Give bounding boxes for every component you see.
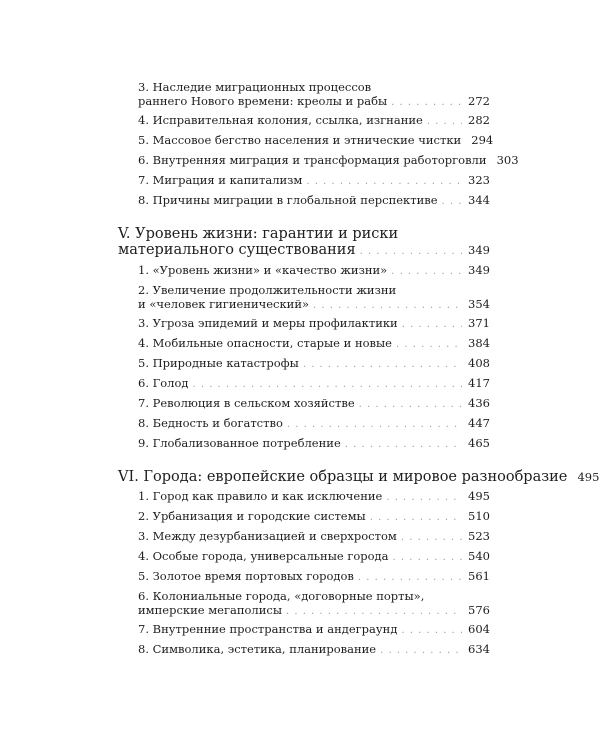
dot-leader <box>192 378 462 392</box>
toc-chapter-entry[interactable] <box>118 80 490 110</box>
toc-entry-title: материального существования <box>118 242 356 258</box>
toc-page-number: 523 <box>468 529 490 543</box>
toc-part-entry[interactable] <box>118 226 490 260</box>
toc-entry-title-line: 6. Колониальные города, «договорные порты», <box>138 589 425 603</box>
toc-entry-title: 1. «Уровень жизни» и «качество жизни» <box>138 263 388 277</box>
toc-entry-title: 4. Мобильные опасности, старые и новые <box>138 336 392 350</box>
toc-chapter-entry[interactable] <box>118 529 490 545</box>
toc-chapter-entry[interactable] <box>118 173 490 189</box>
toc-chapter-entry[interactable] <box>118 356 490 372</box>
dot-leader <box>401 624 462 638</box>
toc-entry-title: 3. Угроза эпидемий и меры профилактики <box>138 316 398 330</box>
toc-page-number: 465 <box>468 436 490 450</box>
toc-entry-title: 7. Миграция и капитализм <box>138 173 303 187</box>
toc-entry-title: имперские мегаполисы <box>138 603 282 617</box>
toc-part-entry[interactable] <box>118 469 600 487</box>
toc-chapter-entry[interactable] <box>118 396 490 412</box>
toc-entry-title: 3. Между дезурбанизацией и сверхростом <box>138 529 397 543</box>
dot-leader <box>386 491 462 505</box>
dot-leader <box>287 418 462 432</box>
toc-page-number: 294 <box>471 133 494 147</box>
toc-page-number: 561 <box>468 569 490 583</box>
toc-page-number: 417 <box>468 376 490 390</box>
toc-page-number: 344 <box>468 193 490 207</box>
toc-entry-title: 8. Причины миграции в глобальной перспективе <box>138 193 438 207</box>
dot-leader <box>402 318 462 332</box>
dot-leader <box>393 551 463 565</box>
toc-entry-title: 7. Революция в сельском хозяйстве <box>138 396 355 410</box>
toc-page-number: 540 <box>468 549 490 563</box>
toc-entry-title: 4. Исправительная колония, ссылка, изгнание <box>138 113 423 127</box>
dot-leader <box>358 571 462 585</box>
toc-entry-title-line: 3. Наследие миграционных процессов <box>138 80 372 94</box>
toc-page-number: 303 <box>496 153 519 167</box>
toc-chapter-entry[interactable] <box>118 336 490 352</box>
dot-leader <box>345 438 462 452</box>
toc-chapter-entry[interactable] <box>118 376 490 392</box>
toc-entry-title: 8. Бедность и богатство <box>138 416 283 430</box>
toc-chapter-entry[interactable] <box>118 642 490 658</box>
dot-leader <box>360 244 462 260</box>
toc-entry-title: 2. Урбанизация и городские системы <box>138 509 366 523</box>
toc-entry-title-line: V. Уровень жизни: гарантии и риски <box>118 226 399 242</box>
dot-leader <box>370 511 462 525</box>
toc-entry-title: 6. Голод <box>138 376 189 390</box>
toc-page-number: 436 <box>468 396 490 410</box>
toc-entry-title: 6. Внутренняя миграция и трансформация работорговли <box>138 153 487 167</box>
toc-chapter-entry[interactable] <box>118 509 490 525</box>
toc-page-number: 349 <box>468 263 490 277</box>
toc-entry-title-line: 2. Увеличение продолжительности жизни <box>138 283 397 297</box>
toc-entry-title: 8. Символика, эстетика, планирование <box>138 642 377 656</box>
toc-page-number: 604 <box>468 622 490 636</box>
toc-page-number: 510 <box>468 509 490 523</box>
toc-page-number: 495 <box>577 470 600 484</box>
dot-leader <box>427 115 462 129</box>
toc-chapter-entry[interactable] <box>118 622 490 638</box>
toc-page-number: 495 <box>468 489 490 503</box>
toc-page-number: 323 <box>468 173 490 187</box>
toc-page-number: 349 <box>468 243 490 257</box>
toc-entry-title: и «человек гигиенический» <box>138 297 310 311</box>
toc-chapter-entry[interactable] <box>118 113 490 129</box>
toc-chapter-entry[interactable] <box>118 589 490 619</box>
toc-entry-title: 9. Глобализованное потребление <box>138 436 341 450</box>
toc-chapter-entry[interactable] <box>118 416 490 432</box>
dot-leader <box>380 644 462 658</box>
toc-page-number: 384 <box>468 336 490 350</box>
dot-leader <box>396 338 462 352</box>
toc-page-number: 354 <box>468 297 490 311</box>
toc-entry-title: 1. Город как правило и как исключение <box>138 489 383 503</box>
dot-leader <box>303 358 462 372</box>
toc-page-number: 408 <box>468 356 490 370</box>
toc-chapter-entry[interactable] <box>118 549 490 565</box>
dot-leader <box>286 605 462 619</box>
toc-chapter-entry[interactable] <box>118 489 490 505</box>
dot-leader <box>401 531 462 545</box>
toc-entry-title: 7. Внутренние пространства и андеграунд <box>138 622 398 636</box>
toc-chapter-entry[interactable] <box>118 316 490 332</box>
toc-entry-title: 5. Природные катастрофы <box>138 356 299 370</box>
toc-chapter-entry[interactable] <box>118 283 490 313</box>
toc-chapter-entry[interactable] <box>118 436 490 452</box>
toc-entry-title: 5. Золотое время портовых городов <box>138 569 354 583</box>
toc-page-number: 371 <box>468 316 490 330</box>
toc-entry-title: 4. Особые города, универсальные города <box>138 549 389 563</box>
toc-page-number: 576 <box>468 603 490 617</box>
toc-page-number: 634 <box>468 642 490 656</box>
toc-chapter-entry[interactable] <box>118 263 490 279</box>
toc-chapter-entry[interactable] <box>118 569 490 585</box>
toc-entry-title: VI. Города: европейские образцы и мировое разнообразие <box>118 469 568 485</box>
toc-chapter-entry[interactable] <box>118 133 494 149</box>
dot-leader <box>306 175 462 189</box>
toc-entry-title: раннего Нового времени: креолы и рабы <box>138 94 388 108</box>
toc-entry-title: 5. Массовое бегство населения и этнические чистки <box>138 133 462 147</box>
toc-page-number: 282 <box>468 113 490 127</box>
toc-chapter-entry[interactable] <box>118 153 519 169</box>
dot-leader <box>442 195 462 209</box>
toc-page-number: 447 <box>468 416 490 430</box>
dot-leader <box>391 265 462 279</box>
dot-leader <box>391 96 462 110</box>
dot-leader <box>359 398 462 412</box>
toc-chapter-entry[interactable] <box>118 193 490 209</box>
dot-leader <box>313 299 462 313</box>
toc-page-number: 272 <box>468 94 490 108</box>
